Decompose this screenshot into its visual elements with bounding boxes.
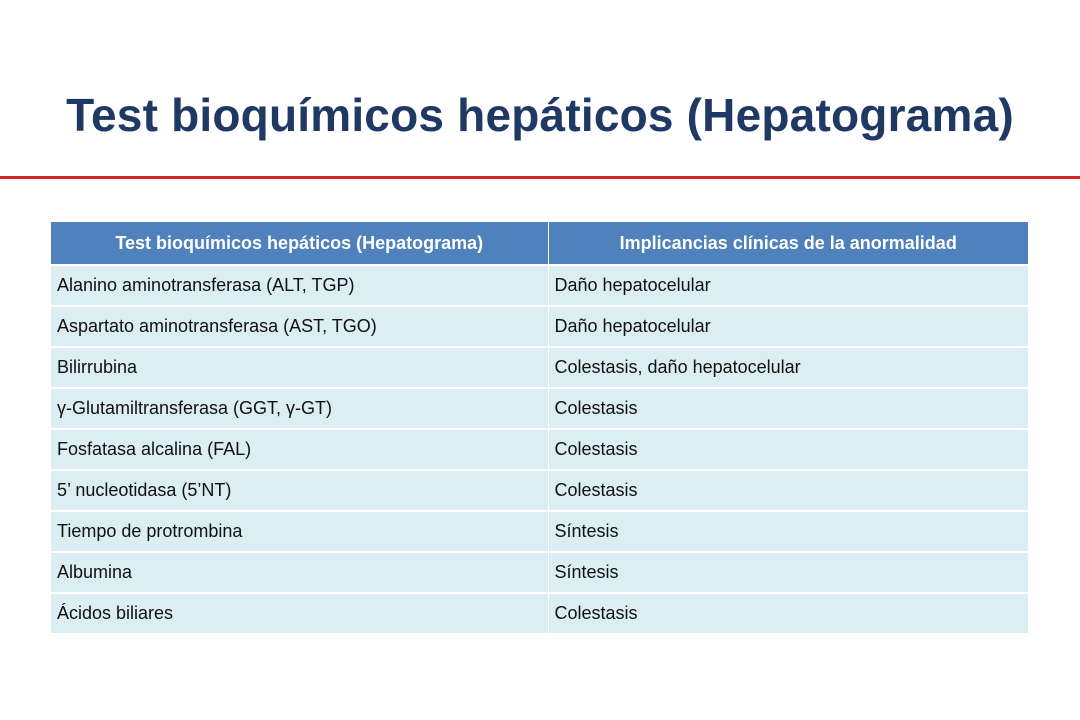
- table-row: [51, 511, 1028, 552]
- test-name-cell: Albumina: [51, 552, 548, 593]
- implication-cell: Colestasis: [548, 429, 1028, 470]
- table-row: [51, 470, 1028, 511]
- title-divider: [0, 176, 1080, 179]
- table-row: [51, 429, 1028, 470]
- test-name-cell: γ-Glutamiltransferasa (GGT, γ-GT): [51, 388, 548, 429]
- test-name-cell: Fosfatasa alcalina (FAL): [51, 429, 548, 470]
- test-name-cell: 5’ nucleotidasa (5’NT): [51, 470, 548, 511]
- table-row: [51, 388, 1028, 429]
- implication-cell: Síntesis: [548, 552, 1028, 593]
- implication-cell: Daño hepatocelular: [548, 265, 1028, 306]
- implication-cell: Colestasis: [548, 470, 1028, 511]
- column-header-implications: Implicancias clínicas de la anormalidad: [548, 222, 1028, 265]
- table-row: [51, 265, 1028, 306]
- test-name-cell: Aspartato aminotransferasa (AST, TGO): [51, 306, 548, 347]
- implication-cell: Síntesis: [548, 511, 1028, 552]
- table-row: [51, 347, 1028, 388]
- column-header-test: Test bioquímicos hepáticos (Hepatograma): [51, 222, 548, 265]
- table-row: [51, 593, 1028, 633]
- implication-cell: Colestasis, daño hepatocelular: [548, 347, 1028, 388]
- test-name-cell: Ácidos biliares: [51, 593, 548, 633]
- table-row: [51, 552, 1028, 593]
- implication-cell: Daño hepatocelular: [548, 306, 1028, 347]
- table-header-row: [51, 222, 1028, 265]
- test-name-cell: Alanino aminotransferasa (ALT, TGP): [51, 265, 548, 306]
- slide-title: Test bioquímicos hepáticos (Hepatograma): [66, 89, 1014, 141]
- hepatogram-table-container: [51, 222, 1028, 633]
- implication-cell: Colestasis: [548, 388, 1028, 429]
- implication-cell: Colestasis: [548, 593, 1028, 633]
- hepatogram-table: [51, 222, 1028, 633]
- test-name-cell: Bilirrubina: [51, 347, 548, 388]
- table-row: [51, 306, 1028, 347]
- test-name-cell: Tiempo de protrombina: [51, 511, 548, 552]
